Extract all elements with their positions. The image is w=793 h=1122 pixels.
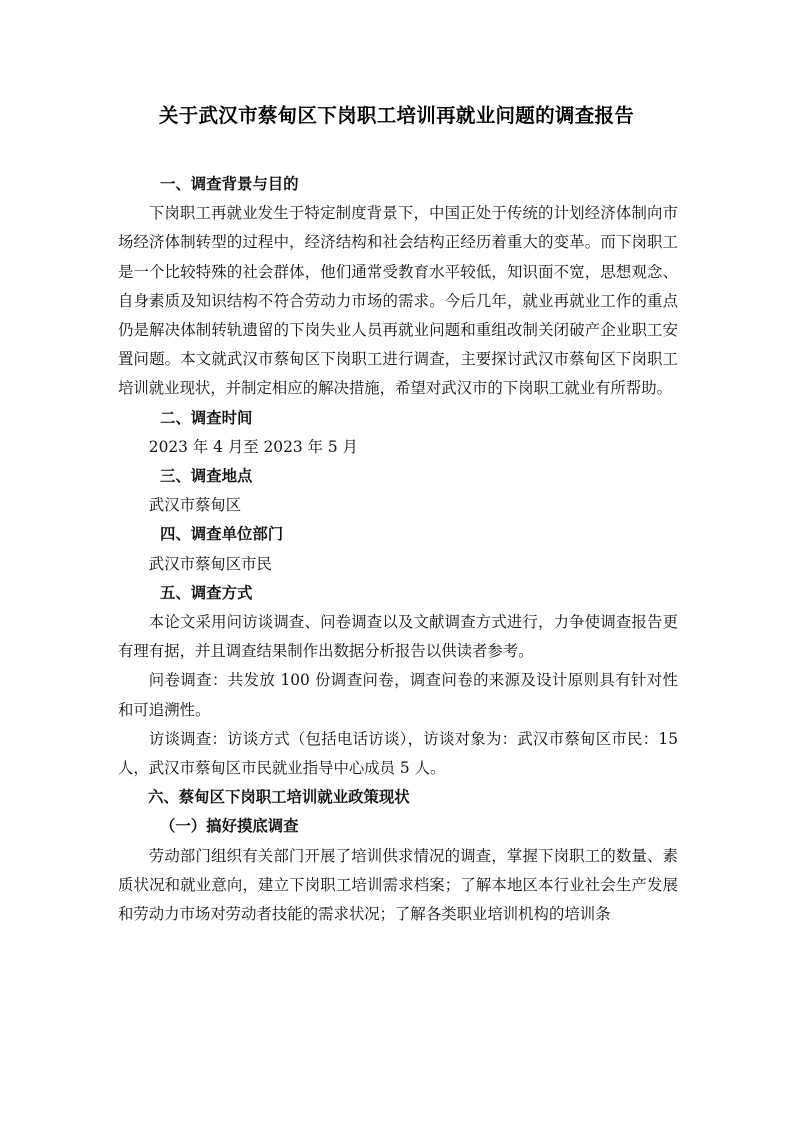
section-heading-background: 一、调查背景与目的 xyxy=(160,175,299,193)
method-paragraph-1: 本论文采用问访谈调查、问卷调查以及文献调查方式进行，力争使调查报告更有理有据，并且调查结果制作出数据分析报告以供读者参考。 xyxy=(118,613,678,661)
page-title: 关于武汉市蔡甸区下岗职工培训再就业问题的调查报告 xyxy=(158,104,635,127)
policy-paragraph: 劳动部门组织有关部门开展了培训供求情况的调查，掌握下岗职工的数量、素质状况和就业意向，建立下岗职工培训需求档案；了解本地区本行业社会生产发展和劳动力市场对劳动者技能的需求状况；了解各类职业培训机构的培训条 xyxy=(118,846,678,924)
survey-location-value: 武汉市蔡甸区 xyxy=(148,496,242,515)
section-heading-unit: 四、调查单位部门 xyxy=(160,525,284,544)
method-paragraph-2: 问卷调查：共发放 100 份调查问卷，调查问卷的来源及设计原则具有针对性和可追溯性。 xyxy=(118,671,678,719)
section-heading-method: 五、调查方式 xyxy=(160,583,253,602)
survey-unit-value: 武汉市蔡甸区市民 xyxy=(148,554,272,573)
section-heading-time: 二、调查时间 xyxy=(160,408,253,427)
section-heading-policy: 六、蔡甸区下岗职工培训就业政策现状 xyxy=(148,788,410,807)
survey-time-value: 2023 年 4 月至 2023 年 5 月 xyxy=(148,437,358,456)
background-paragraph: 下岗职工再就业发生于特定制度背景下，中国正处于传统的计划经济体制向市场经济体制转型的过程中，经济结构和社会结构正经历着重大的变革。而下岗职工是一个比较特殊的社会群体，他们通常受教育水平较低，知识面不宽，思想观念、自身素质及知识结构不符合劳动力市场的需求。今后几年，就业再就业工作的重点仍是解决体制转轨遗留的下岗失业人员再就业问题和重组改制关闭破产企业职工安置问题。本文就武汉市蔡甸区下岗职工进行调查，主要探讨武汉市蔡甸区下岗职工培训就业现状，并制定相应的解决措施，希望对武汉市的下岗职工就业有所帮助。 xyxy=(118,204,678,398)
section-heading-location: 三、调查地点 xyxy=(160,467,253,486)
subsection-heading-survey: （一）搞好摸底调查 xyxy=(160,817,299,836)
method-paragraph-3: 访谈调查：访谈方式（包括电话访谈），访谈对象为：武汉市蔡甸区市民：15 人，武汉市蔡甸区市民就业指导中心成员 5 人。 xyxy=(118,729,678,778)
document-body xyxy=(118,170,678,929)
